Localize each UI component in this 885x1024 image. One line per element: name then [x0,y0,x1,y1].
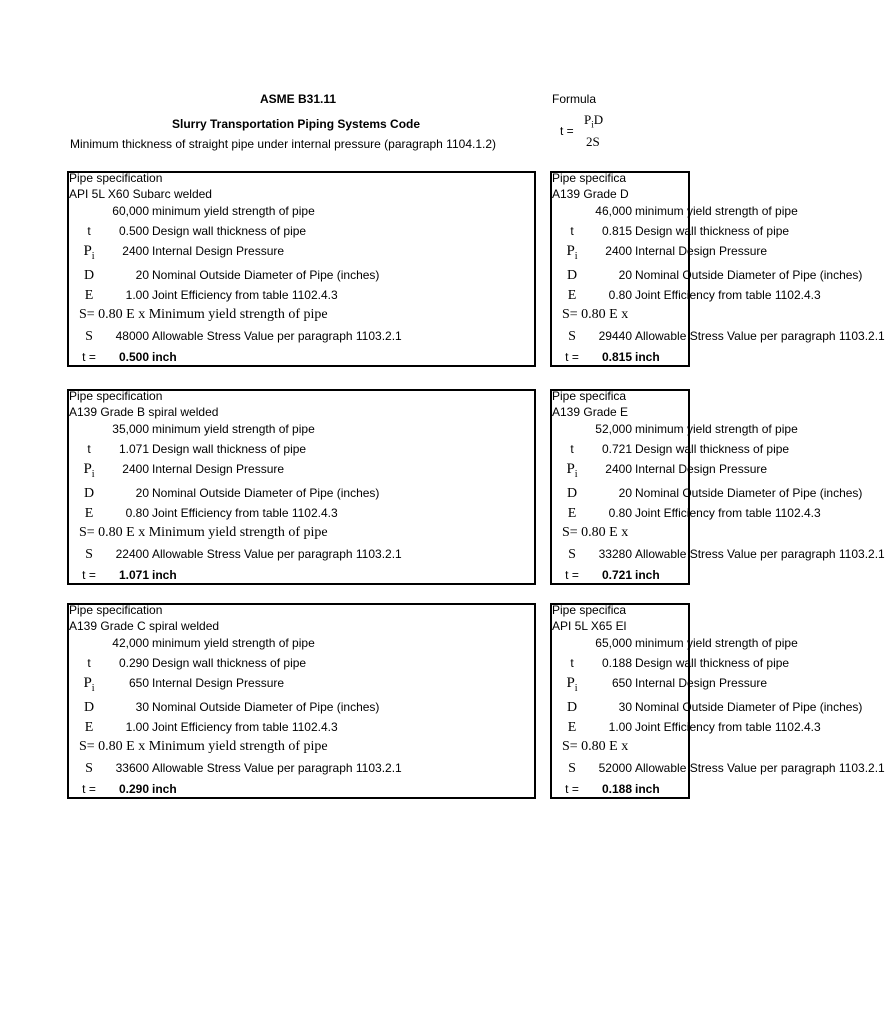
formula-numerator: $P_iD$ [584,112,604,130]
e-value: 0.80 [608,506,632,520]
result-unit: inch [152,350,177,364]
symbol-pi: $P_i$ [566,461,578,480]
spec-row [69,636,315,650]
page-title: ASME B31.11 [260,92,337,106]
spec-row [69,268,379,284]
spec-row [552,656,789,670]
yield-value: 65,000 [595,636,632,650]
symbol-t: t [87,656,91,670]
symbol-e: E [84,506,94,521]
t-eq-label: t = [82,782,96,796]
spec-row [552,187,629,201]
pi-desc: Internal Design Pressure [635,462,768,476]
symbol-d: D [83,268,95,283]
d-value: 30 [135,700,149,714]
t-desc: Design wall thickness of pipe [635,442,790,456]
e-desc: Joint Efficiency from table 1102.4.3 [635,288,821,302]
spec-row [552,619,626,633]
symbol-s: S [85,761,93,776]
s-desc: Allowable Stress Value per paragraph 1103.2.1 [152,329,402,343]
yield-value: 60,000 [112,204,149,218]
e-value: 0.80 [125,506,149,520]
yield-desc: minimum yield strength of pipe [635,636,798,650]
spec-row [69,525,328,541]
left-pipe-spec-box [67,603,536,799]
spec-row [69,204,315,218]
symbol-pi: $P_i$ [566,675,578,694]
spec-row [552,204,798,218]
s-desc: Allowable Stress Value per paragraph 1103.2.1 [635,329,885,343]
d-desc: Nominal Outside Diameter of Pipe (inches) [152,486,380,500]
pi-value: 2400 [122,244,149,258]
spec-row [69,547,402,563]
yield-desc: minimum yield strength of pipe [152,422,315,436]
symbol-s: S [568,761,576,776]
pipe-name: API 5L X60 Subarc welded [69,187,212,201]
pi-value: 650 [128,676,149,690]
s-desc: Allowable Stress Value per paragraph 1103.2.1 [635,761,885,775]
t-eq-label: t = [565,568,579,582]
s-value: 48000 [115,329,149,343]
symbol-pi: $P_i$ [83,675,95,694]
t-desc: Design wall thickness of pipe [152,442,307,456]
spec-row [69,329,402,345]
symbol-t: t [570,224,574,238]
spec-row [69,739,328,755]
symbol-e: E [84,288,94,303]
result-unit: inch [152,782,177,796]
yield-desc: minimum yield strength of pipe [152,636,315,650]
t-eq-label: t = [82,350,96,364]
t-desc: Design wall thickness of pipe [152,656,307,670]
e-value: 1.00 [608,720,632,734]
t-desc: Design wall thickness of pipe [635,224,790,238]
yield-desc: minimum yield strength of pipe [635,204,798,218]
spec-row [69,506,338,522]
d-desc: Nominal Outside Diameter of Pipe (inches) [635,486,863,500]
e-desc: Joint Efficiency from table 1102.4.3 [152,288,338,302]
symbol-e: E [567,288,577,303]
right-pipe-spec-box [550,389,885,585]
pipe-spec-label: Pipe specifica [552,171,627,185]
symbol-pi: $P_i$ [566,243,578,262]
pipe-name: A139 Grade C spiral welded [69,619,220,633]
pipe-name: A139 Grade E [552,405,629,419]
pi-value: 2400 [605,244,632,258]
pipe-name: A139 Grade B spiral welded [69,405,219,419]
t-value: 0.290 [118,656,149,670]
d-value: 20 [618,486,632,500]
spec-row [552,675,767,694]
symbol-s: S [85,329,93,344]
e-desc: Joint Efficiency from table 1102.4.3 [152,720,338,734]
symbol-d: D [83,700,95,715]
result-value: 0.721 [601,568,632,582]
pipe-spec-label: Pipe specification [69,389,163,403]
right-pipe-spec-box [550,171,885,367]
e-value: 0.80 [608,288,632,302]
result-unit: inch [152,568,177,582]
s-value: 33600 [115,761,149,775]
symbol-d: D [566,486,578,501]
symbol-pi: $P_i$ [83,243,95,262]
spec-row [552,307,628,323]
t-desc: Design wall thickness of pipe [152,224,307,238]
d-desc: Nominal Outside Diameter of Pipe (inches) [152,268,380,282]
spec-row [552,389,626,403]
result-value: 0.815 [601,350,632,364]
spec-row [69,350,177,364]
spec-row [552,547,885,563]
pipe-spec-label: Pipe specification [69,171,163,185]
spec-row [552,782,660,796]
spec-row [69,224,306,238]
symbol-e: E [567,506,577,521]
s-desc: Allowable Stress Value per paragraph 1103.2.1 [152,547,402,561]
t-value: 0.815 [601,224,632,238]
spec-row [69,700,379,716]
result-unit: inch [635,568,660,582]
spec-row [552,350,660,364]
spec-row [69,461,284,480]
spec-row [552,442,789,456]
d-value: 20 [135,268,149,282]
e-desc: Joint Efficiency from table 1102.4.3 [635,506,821,520]
result-value: 0.188 [601,782,632,796]
symbol-t: t [87,224,91,238]
s-formula: S= 0.80 E x [562,739,629,754]
result-value: 1.071 [118,568,149,582]
spec-row [69,603,162,617]
spec-row [69,405,218,419]
spec-row [552,422,798,436]
spec-row [552,461,767,480]
yield-desc: minimum yield strength of pipe [152,204,315,218]
spec-row [552,761,885,777]
s-formula: S= 0.80 E x Minimum yield strength of pipe [79,307,328,322]
spec-row [69,720,338,736]
e-value: 1.00 [125,720,149,734]
spec-row [69,782,177,796]
pi-desc: Internal Design Pressure [635,244,768,258]
d-value: 20 [135,486,149,500]
pipe-name: A139 Grade D [552,187,629,201]
symbol-e: E [84,720,94,735]
spec-row [69,389,162,403]
spec-row [552,243,767,262]
symbol-d: D [566,700,578,715]
pi-desc: Internal Design Pressure [152,462,285,476]
spec-row [552,603,626,617]
left-pipe-spec-box [67,171,536,367]
s-value: 52000 [598,761,632,775]
yield-value: 35,000 [112,422,149,436]
result-unit: inch [635,782,660,796]
spec-row [552,288,821,304]
yield-value: 46,000 [595,204,632,218]
s-formula: S= 0.80 E x Minimum yield strength of pipe [79,525,328,540]
pi-value: 2400 [122,462,149,476]
symbol-s: S [568,547,576,562]
left-pipe-spec-box [67,389,536,585]
right-pipe-spec-box [550,603,885,799]
s-desc: Allowable Stress Value per paragraph 1103.2.1 [152,761,402,775]
yield-desc: minimum yield strength of pipe [635,422,798,436]
symbol-t: t [87,442,91,456]
t-eq-label: t = [82,568,96,582]
spec-row [552,525,628,541]
spec-row [552,405,628,419]
pi-desc: Internal Design Pressure [152,244,285,258]
spec-row [552,739,628,755]
yield-value: 52,000 [595,422,632,436]
d-desc: Nominal Outside Diameter of Pipe (inches) [635,268,863,282]
result-unit: inch [635,350,660,364]
symbol-e: E [567,720,577,735]
d-desc: Nominal Outside Diameter of Pipe (inches) [635,700,863,714]
spec-row [69,307,328,323]
s-value: 33280 [598,547,632,561]
symbol-t: t [570,442,574,456]
pipe-spec-label: Pipe specification [69,603,163,617]
page-subtitle: Slurry Transportation Piping Systems Code [172,117,421,131]
spec-row [69,187,212,201]
pi-desc: Internal Design Pressure [152,676,285,690]
spec-row [552,224,789,238]
symbol-s: S [85,547,93,562]
spec-row [552,171,626,185]
spec-row [552,506,821,522]
spec-row [69,422,315,436]
pi-desc: Internal Design Pressure [635,676,768,690]
pipe-spec-label: Pipe specifica [552,603,627,617]
spec-row [69,243,284,262]
pi-value: 650 [611,676,632,690]
s-formula: S= 0.80 E x [562,525,629,540]
yield-value: 42,000 [112,636,149,650]
page-description: Minimum thickness of straight pipe under internal pressure (paragraph 1104.1.2) [70,137,496,151]
t-eq-label: t = [565,350,579,364]
spec-row [552,568,660,582]
spec-row [69,619,219,633]
symbol-t: t [570,656,574,670]
spec-row [552,329,885,345]
formula-lhs: t = [560,124,574,138]
e-value: 1.00 [125,288,149,302]
e-desc: Joint Efficiency from table 1102.4.3 [635,720,821,734]
spec-row [552,636,798,650]
d-desc: Nominal Outside Diameter of Pipe (inches) [152,700,380,714]
t-desc: Design wall thickness of pipe [635,656,790,670]
spec-row [552,268,862,284]
s-value: 22400 [115,547,149,561]
t-value: 1.071 [118,442,149,456]
pipe-spec-label: Pipe specifica [552,389,627,403]
spec-row [69,442,306,456]
s-formula: S= 0.80 E x [562,307,629,322]
spec-row [69,171,162,185]
result-value: 0.290 [118,782,149,796]
formula-denominator: 2S [586,134,600,149]
spec-row [69,486,379,502]
t-value: 0.500 [118,224,149,238]
t-value: 0.721 [601,442,632,456]
e-desc: Joint Efficiency from table 1102.4.3 [152,506,338,520]
symbol-d: D [83,486,95,501]
symbol-pi: $P_i$ [83,461,95,480]
formula-label: Formula [552,92,597,106]
pi-value: 2400 [605,462,632,476]
d-value: 20 [618,268,632,282]
spec-row [552,700,862,716]
spec-row [69,288,338,304]
s-formula: S= 0.80 E x Minimum yield strength of pipe [79,739,328,754]
symbol-s: S [568,329,576,344]
spec-row [552,486,862,502]
spec-row [69,568,177,582]
s-desc: Allowable Stress Value per paragraph 1103.2.1 [635,547,885,561]
pipe-name: API 5L X65 El [552,619,627,633]
spec-row [69,675,284,694]
d-value: 30 [618,700,632,714]
result-value: 0.500 [118,350,149,364]
spec-row [69,761,402,777]
symbol-d: D [566,268,578,283]
s-value: 29440 [598,329,632,343]
spec-row [552,720,821,736]
t-value: 0.188 [601,656,632,670]
spec-row [69,656,306,670]
t-eq-label: t = [565,782,579,796]
